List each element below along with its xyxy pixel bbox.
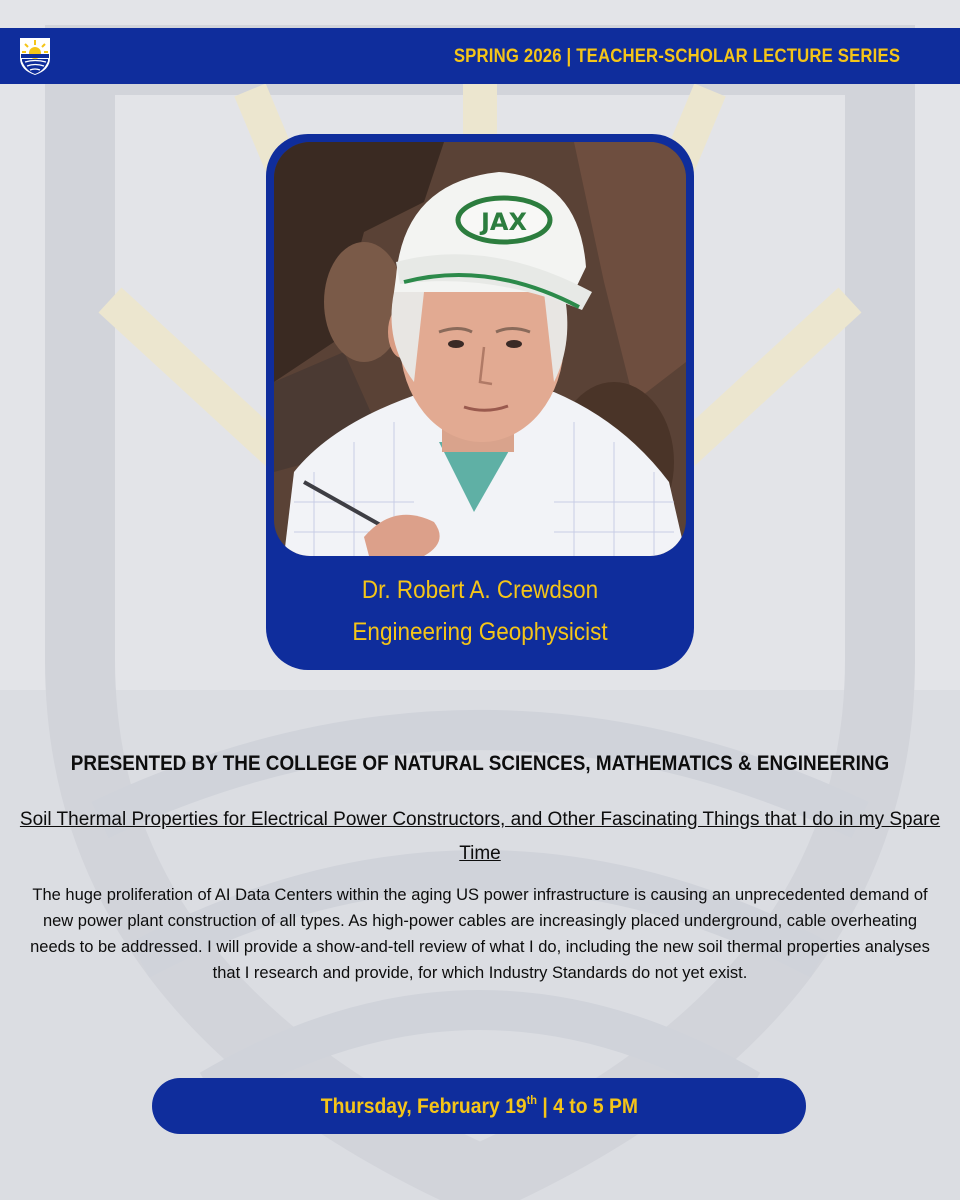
speaker-card xyxy=(266,134,694,670)
speaker-portrait-photo xyxy=(274,142,686,556)
lecture-series-heading: SPRING 2026 | TEACHER-SCHOLAR LECTURE SERIES xyxy=(453,46,900,67)
university-shield-sunrise-icon xyxy=(18,36,52,76)
event-day-suffix: th xyxy=(526,1093,537,1107)
presenter-heading: PRESENTED BY THE COLLEGE OF NATURAL SCIENCES, MATHEMATICS & ENGINEERING xyxy=(70,752,890,775)
lecture-title: Soil Thermal Properties for Electrical Power Constructors, and Other Fascinating Things that I do in my Spare Time xyxy=(19,809,941,864)
header-bar xyxy=(0,28,960,84)
event-date-bar xyxy=(152,1078,806,1134)
speaker-role: Engineering Geophysicist xyxy=(352,618,608,646)
event-day: Thursday, February 19 xyxy=(320,1095,527,1118)
event-time: 4 to 5 PM xyxy=(552,1095,638,1118)
lecture-abstract: The huge proliferation of AI Data Centers within the aging US power infrastructure is causing an unprecedented demand of new power plant construction of all types. As high-power cables are increasingly placed underground, cable overheating needs to be addressed. I will provide a show-and-tell review of what I do, including the new soil thermal properties analyses that I research and provide, for which Industry Standards do not yet exist. xyxy=(30,886,930,982)
svg-text:JAX: JAX xyxy=(480,208,528,236)
event-date-time xyxy=(320,1078,637,1136)
event-separator: | xyxy=(536,1095,553,1118)
speaker-name: Dr. Robert A. Crewdson xyxy=(361,576,599,604)
